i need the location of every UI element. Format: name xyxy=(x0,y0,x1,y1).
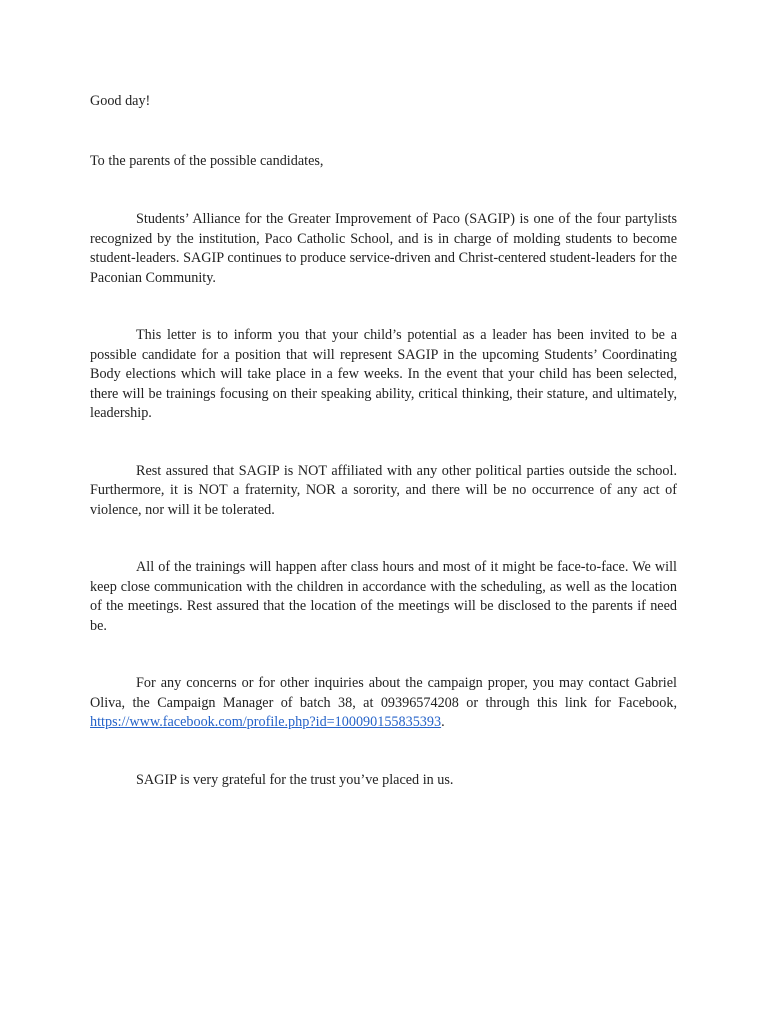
paragraph-affiliation-notice: Rest assured that SAGIP is NOT affiliated with any other political parties outside the school. Furthermore, it is NOT a fraternity, NOR a sorority, and there will be no occurrence of any act of violence, nor will it be tolerated. xyxy=(90,462,677,518)
letter-page xyxy=(90,92,677,790)
letter-salutation: To the parents of the possible candidates, xyxy=(90,152,324,169)
facebook-profile-link[interactable]: https://www.facebook.com/profile.php?id=100090155835393 xyxy=(90,714,442,730)
letter-greeting: Good day! xyxy=(90,93,151,109)
paragraph-training-schedule: All of the trainings will happen after class hours and most of it might be face-to-face. We will keep close communication with the children in accordance with the scheduling, as well as the location of the meetings. Rest assured that the location of the meetings will be disclosed to the parents if need be. xyxy=(90,559,677,634)
paragraph-contact xyxy=(90,674,677,733)
paragraph-closing: SAGIP is very grateful for the trust you’ve placed in us. xyxy=(136,771,454,788)
contact-text: For any concerns or for other inquiries about the campaign proper, you may contact Gabriel Oliva, the Campaign Manager of batch 38, at 09396574208 or through this link for Facebook, xyxy=(90,675,677,711)
contact-text-end: . xyxy=(441,714,445,730)
paragraph-sagip-intro: Students’ Alliance for the Greater Improvement of Paco (SAGIP) is one of the four partylists recognized by the institution, Paco Catholic School, and is in charge of molding students to become student-leaders. SAGIP continues to produce service-driven and Christ-centered student-leaders for the Paconian Community. xyxy=(90,211,677,286)
paragraph-candidacy-info: This letter is to inform you that your child’s potential as a leader has been invited to be a possible candidate for a position that will represent SAGIP in the upcoming Students’ Coordinating Body elections which will take place in a few weeks. In the event that your child has been selected, there will be trainings focusing on their speaking ability, critical thinking, their stature, and ultimately, leadership. xyxy=(90,327,677,421)
